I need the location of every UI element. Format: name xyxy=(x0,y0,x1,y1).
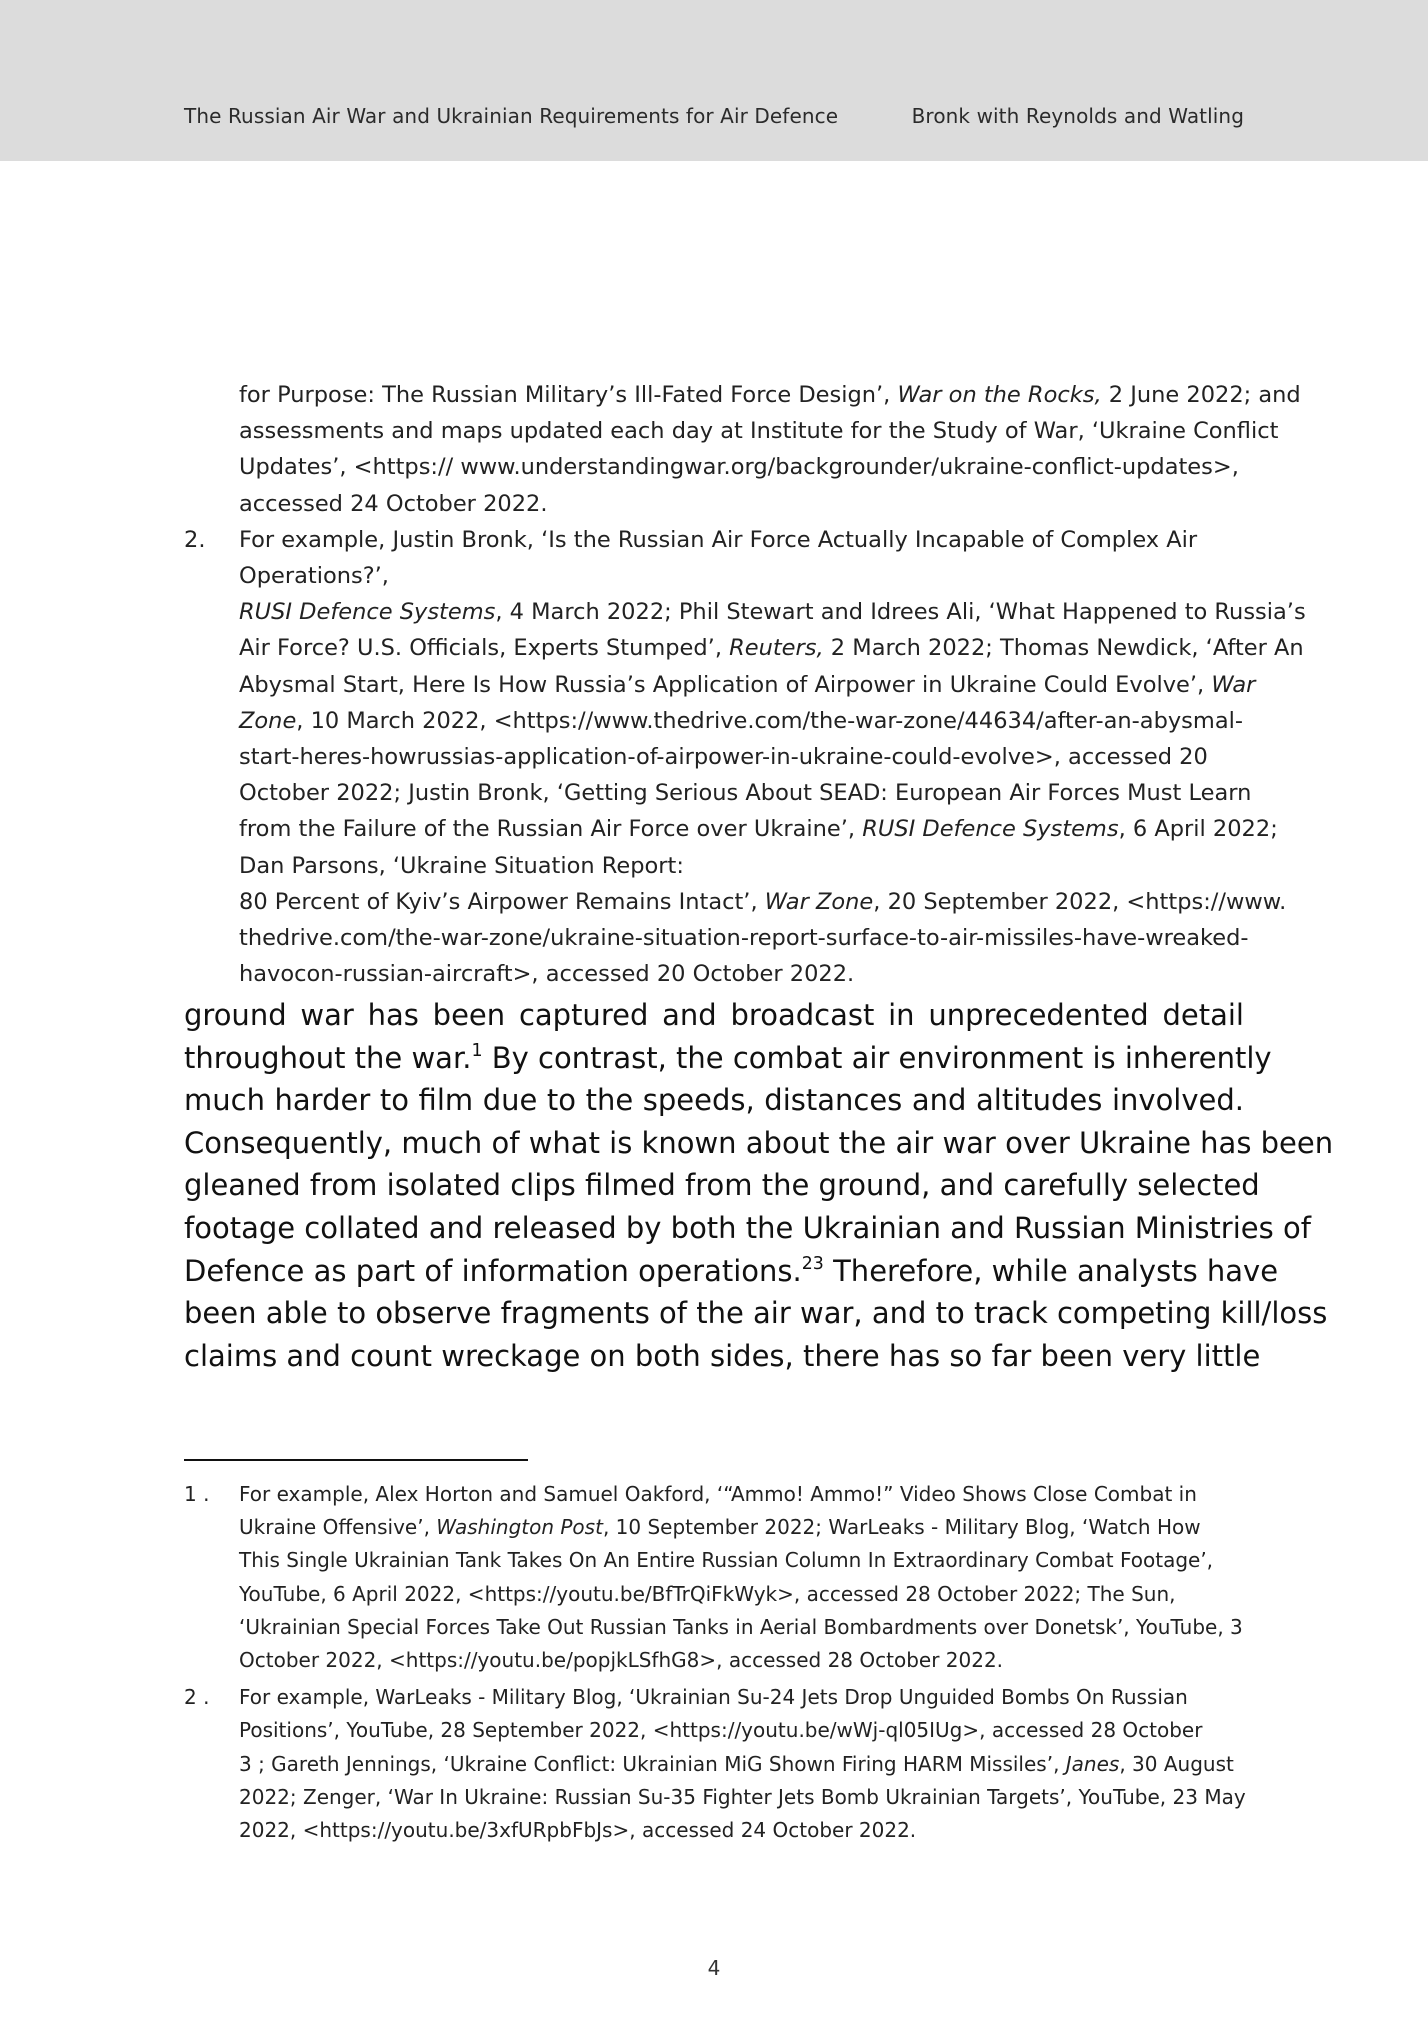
note-line: Air Force? U.S. Officials, Experts Stumped’, Reuters, 2 March 2022; Thomas Newdick, ‘After An xyxy=(239,635,1304,662)
note-line: start-heres-howrussias-application-of-airpower-in-ukraine-could-evolve>, accessed 20 xyxy=(239,744,1208,771)
page-number: 4 xyxy=(707,1956,721,1980)
footnotes xyxy=(184,1478,1244,1847)
note-line: Operations?’, xyxy=(239,563,389,590)
footnote-ref[interactable]: 23 xyxy=(801,1254,824,1275)
note-line: October 2022; Justin Bronk, ‘Getting Serious About SEAD: European Air Forces Must Learn xyxy=(239,780,1252,807)
footnote-line: 3 ; Gareth Jennings, ‘Ukraine Conflict: Ukrainian MiG Shown Firing HARM Missiles’, Janes, 30 August xyxy=(239,1751,1234,1776)
body-line: claims and count wreckage on both sides, there has so far been very little xyxy=(184,1338,1261,1373)
body-line: much harder to film due to the speeds, distances and altitudes involved. xyxy=(184,1083,1244,1118)
footnote-line: ‘Ukrainian Special Forces Take Out Russian Tanks in Aerial Bombardments over Donetsk’, YouTube, 3 xyxy=(239,1614,1243,1639)
body-line: ground war has been captured and broadcast in unprecedented detail xyxy=(184,998,1244,1032)
note-line: from the Failure of the Russian Air Force over Ukraine’, RUSI Defence Systems, 6 April 2022; xyxy=(239,816,1278,843)
body-line: been able to observe fragments of the air war, and to track competing kill/loss xyxy=(184,1296,1328,1331)
body-line: gleaned from isolated clips filmed from the ground, and carefully selected xyxy=(184,1168,1260,1203)
footnote-line: 2022, <https://youtu.be/3xfURpbFbJs>, accessed 24 October 2022. xyxy=(239,1818,917,1843)
footnote-line: 2022; Zenger, ‘War In Ukraine: Russian Su-35 Fighter Jets Bomb Ukrainian Targets’, YouTube, 23 May xyxy=(239,1784,1246,1809)
note-line: for Purpose: The Russian Military’s Ill-Fated Force Design’, War on the Rocks, 2 June 2022; and xyxy=(239,382,1301,408)
header-title: The Russian Air War and Ukrainian Requirements for Air Defence xyxy=(184,104,839,128)
note-line: Updates’, <https:// www.understandingwar.org/backgrounder/ukraine-conflict-updates>, xyxy=(239,454,1239,481)
body-paragraph xyxy=(184,994,1334,1377)
footnote-line: 2 . For example, WarLeaks - Military Blog, ‘Ukrainian Su-24 Jets Drop Unguided Bombs On Russian xyxy=(184,1681,1244,1714)
note-line: 2. For example, Justin Bronk, ‘Is the Russian Air Force Actually Incapable of Complex Air xyxy=(184,522,1244,558)
footnote-separator xyxy=(184,1459,528,1461)
footnote-number: 1 . xyxy=(184,1482,210,1506)
running-header xyxy=(0,0,1428,161)
note-line: Abysmal Start, Here Is How Russia’s Application of Airpower in Ukraine Could Evolve’, War xyxy=(239,671,1256,698)
body-line: footage collated and released by both the Ukrainian and Russian Ministries of xyxy=(184,1210,1311,1245)
note-line: RUSI Defence Systems, 4 March 2022; Phil Stewart and Idrees Ali, ‘What Happened to Russia’s xyxy=(239,599,1306,626)
header-authors: Bronk with Reynolds and Watling xyxy=(911,104,1244,128)
footnote-line: 1 . For example, Alex Horton and Samuel Oakford, ‘“Ammo! Ammo!” Video Shows Close Combat in xyxy=(184,1478,1244,1511)
endnotes-continuation xyxy=(184,377,1306,992)
footnote-line: Positions’, YouTube, 28 September 2022, <https://youtu.be/wWj-ql05IUg>, accessed 28 October xyxy=(239,1718,1203,1743)
note-line: 80 Percent of Kyiv’s Airpower Remains Intact’, War Zone, 20 September 2022, <https://www. xyxy=(239,888,1287,915)
footnote-line: October 2022, <https://youtu.be/popjkLSfhG8>, accessed 28 October 2022. xyxy=(239,1648,1004,1673)
footnote-line: YouTube, 6 April 2022, <https://youtu.be/BfTrQiFkWyk>, accessed 28 October 2022; The Sun, xyxy=(239,1581,1176,1606)
note-number: 2. xyxy=(184,526,206,553)
note-line: havocon-russian-aircraft>, accessed 20 October 2022. xyxy=(239,961,855,988)
note-line: accessed 24 October 2022. xyxy=(239,490,548,517)
footnote-line: Ukraine Offensive’, Washington Post, 10 September 2022; WarLeaks - Military Blog, ‘Watch How xyxy=(239,1515,1201,1540)
body-line: Consequently, much of what is known about the air war over Ukraine has been xyxy=(184,1125,1334,1160)
note-line: Dan Parsons, ‘Ukraine Situation Report: xyxy=(239,852,684,879)
body-line: throughout the war.$^1$ By contrast, the combat air environment is inherently xyxy=(184,1040,1272,1075)
body-line: Defence as part of information operations.$^{23}$ Therefore, while analysts have xyxy=(184,1253,1279,1288)
footnote-number: 2 . xyxy=(184,1685,210,1710)
footnote-ref[interactable]: 1 xyxy=(471,1041,483,1062)
note-line: thedrive.com/the-war-zone/ukraine-situation-report-surface-to-air-missiles-have-wreaked- xyxy=(239,925,1249,952)
note-line: Zone, 10 March 2022, <https://www.thedrive.com/the-war-zone/44634/after-an-abysmal- xyxy=(239,707,1243,734)
footnote-line: This Single Ukrainian Tank Takes On An Entire Russian Column In Extraordinary Combat Footage’, xyxy=(239,1548,1214,1573)
note-line: assessments and maps updated each day at Institute for the Study of War, ‘Ukraine Conflict xyxy=(239,418,1279,445)
